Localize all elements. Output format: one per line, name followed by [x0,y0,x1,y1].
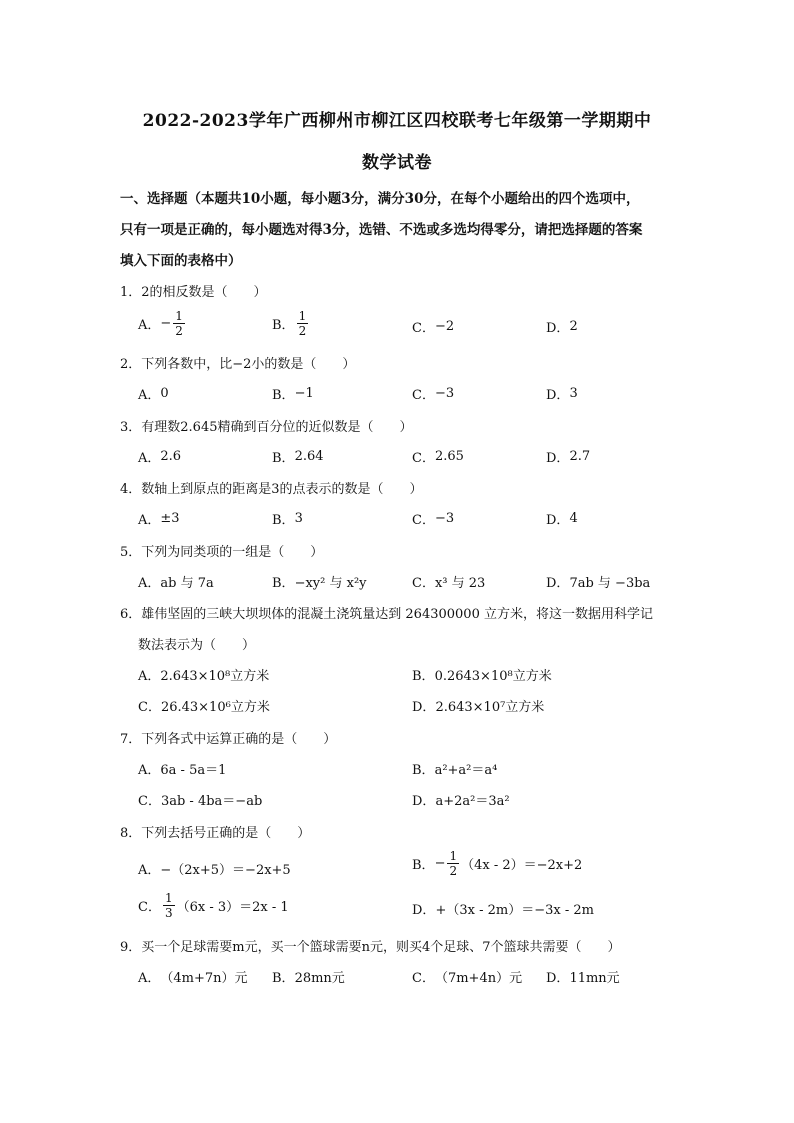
question-4-option-b [272,509,303,528]
question-8-option-d [412,899,594,918]
question-9-option-b [272,967,345,986]
option-text: 3 [294,511,303,526]
option-label: D． [412,903,436,918]
question-6-option-d [412,696,544,715]
option-text: 3 [569,386,578,401]
question-7-option-c [138,790,262,809]
option-text: 2.64 [294,449,324,464]
option-label: D． [546,321,570,336]
option-text: x³ 与 23 [434,576,486,591]
option-text: 0 [160,386,169,401]
option-label: A． [138,576,161,591]
option-text: （7m+4n）元 [434,971,523,986]
question-9-option-c [412,967,522,986]
option-label: C． [138,900,161,915]
option-text: 7ab 与 −3ba [569,576,651,591]
option-text: −2 [434,319,455,334]
question-8-option-a [138,859,291,878]
question-9-option-a [138,967,248,986]
option-text: （6x - 3）＝2x - 1 [176,900,289,915]
option-label: A． [138,669,161,684]
fraction-denominator: 2 [298,324,307,338]
option-sign: − [434,856,446,871]
option-text: a+2a²＝3a² [435,794,510,809]
option-label: C． [138,794,161,809]
fraction-denominator: 2 [449,864,458,878]
fraction-denominator: 3 [164,906,173,920]
option-text: 0.2643×10⁸立方米 [434,669,552,684]
option-label: D． [546,971,570,986]
exam-title-line1: 2022-2023学年广西柳州市柳江区四校联考七年级第一学期期中 [142,111,652,131]
question-6-stem-line1: 6．雄伟坚固的三峡大坝坝体的混凝土浇筑量达到 264300000 立方米，将这一数据用科学记 [120,607,653,622]
option-label: C． [412,513,435,528]
question-8-stem: 8．下列去括号正确的是（ ） [120,826,311,841]
question-1-option-b [272,310,310,337]
option-label: A． [138,451,161,466]
question-9-stem: 9．买一个足球需要m元，买一个篮球需要n元，则买4个足球、7个篮球共需要（ ） [120,940,621,955]
question-2-option-c [412,384,454,403]
fraction [297,310,309,337]
fraction-numerator: 1 [175,309,183,323]
question-5-option-a [138,572,214,591]
option-text: +（3x - 2m）＝−3x - 2m [435,903,594,918]
option-label: D． [412,794,436,809]
option-text: ±3 [160,511,180,526]
question-5-option-d [546,572,650,591]
question-8-option-b [412,850,582,877]
option-label: C． [412,388,435,403]
option-label: A． [138,971,161,986]
question-2-option-b [272,384,314,403]
option-label: C． [138,700,161,715]
question-7-option-a [138,759,226,778]
fraction-numerator: 1 [298,309,307,323]
option-label: B． [412,669,435,684]
question-2-option-d [546,384,578,403]
fraction-numerator: 1 [449,849,458,863]
question-1-stem: 1．2的相反数是（ ） [120,285,267,300]
option-text: ab 与 7a [160,576,214,591]
option-text: 4 [569,511,578,526]
option-text: 2.643×10⁸立方米 [160,669,270,684]
option-label: B． [272,318,295,333]
option-text: （4x - 2）＝−2x+2 [461,858,583,873]
fraction [163,892,175,919]
option-label: D． [412,700,436,715]
question-7-option-b [412,759,497,778]
option-text: 6a - 5a＝1 [160,763,227,778]
question-4-option-d [546,509,578,528]
option-text: 26.43×10⁶立方米 [160,700,270,715]
question-6-option-a [138,665,269,684]
option-text: 11mn元 [569,971,620,986]
question-5-stem: 5．下列为同类项的一组是（ ） [120,545,324,560]
question-2-option-a [138,384,169,403]
option-label: A． [138,863,161,878]
question-5-option-b [272,572,367,591]
option-label: C． [412,321,435,336]
question-7-stem: 7．下列各式中运算正确的是（ ） [120,732,337,747]
option-label: B． [272,971,295,986]
fraction [447,850,459,877]
question-4-option-c [412,509,454,528]
section-instructions-line3: 填入下面的表格中） [120,253,242,269]
option-text: 2.6 [160,449,182,464]
option-label: A． [138,513,161,528]
question-6-option-c [138,696,270,715]
option-text: −3 [434,511,455,526]
option-text: （4m+7n）元 [160,971,248,986]
option-label: D． [546,513,570,528]
question-6-stem-line2: 数法表示为（ ） [138,638,256,653]
option-sign: − [160,316,172,331]
question-1-option-c [412,317,454,336]
option-label: C． [412,576,435,591]
question-8-option-c [138,892,289,919]
option-label: D． [546,388,570,403]
option-label: B． [272,388,295,403]
question-3-option-c [412,447,464,466]
option-label: A． [138,388,161,403]
fraction-numerator: 1 [164,891,173,905]
option-label: B． [272,513,295,528]
option-label: B． [272,576,295,591]
question-1-option-a [138,310,187,337]
option-label: C． [412,451,435,466]
option-label: C． [412,971,435,986]
option-label: A． [138,763,161,778]
question-1-option-d [546,317,578,336]
option-label: D． [546,576,570,591]
option-text: 2 [569,319,578,334]
option-label: B． [272,451,295,466]
option-label: B． [412,858,435,873]
fraction-denominator: 2 [175,324,183,338]
question-4-stem: 4．数轴上到原点的距离是3的点表示的数是（ ） [120,482,423,497]
option-text: 2.65 [434,449,464,464]
option-label: A． [138,318,161,333]
option-text: a²+a²＝a⁴ [434,763,498,778]
question-9-option-d [546,967,620,986]
option-text: 3ab - 4ba＝−ab [160,794,263,809]
option-label: B． [412,763,435,778]
option-text: 2.643×10⁷立方米 [435,700,545,715]
question-4-option-a [138,509,180,528]
section-instructions-line2: 只有一项是正确的，每小题选对得3分，选错、不选或多选均得零分，请把选择题的答案 [120,222,643,238]
fraction [173,310,185,337]
question-3-option-d [546,447,590,466]
section-instructions-line1: 一、选择题（本题共10小题，每小题3分，满分30分，在每个小题给出的四个选项中， [120,191,640,207]
question-7-option-d [412,790,510,809]
option-text: 2.7 [569,449,591,464]
option-text: 28mn元 [294,971,345,986]
option-label: D． [546,451,570,466]
option-text: −3 [434,386,455,401]
question-3-stem: 3．有理数2.645精确到百分位的近似数是（ ） [120,420,413,435]
question-3-option-a [138,447,181,466]
question-2-stem: 2．下列各数中，比−2小的数是（ ） [120,357,356,372]
option-text: −xy² 与 x²y [294,576,367,591]
question-3-option-b [272,447,324,466]
option-text: −1 [294,386,314,401]
question-6-option-b [412,665,552,684]
option-text: −（2x+5）＝−2x+5 [160,863,291,878]
question-5-option-c [412,572,485,591]
exam-title-line2: 数学试卷 [362,153,432,173]
